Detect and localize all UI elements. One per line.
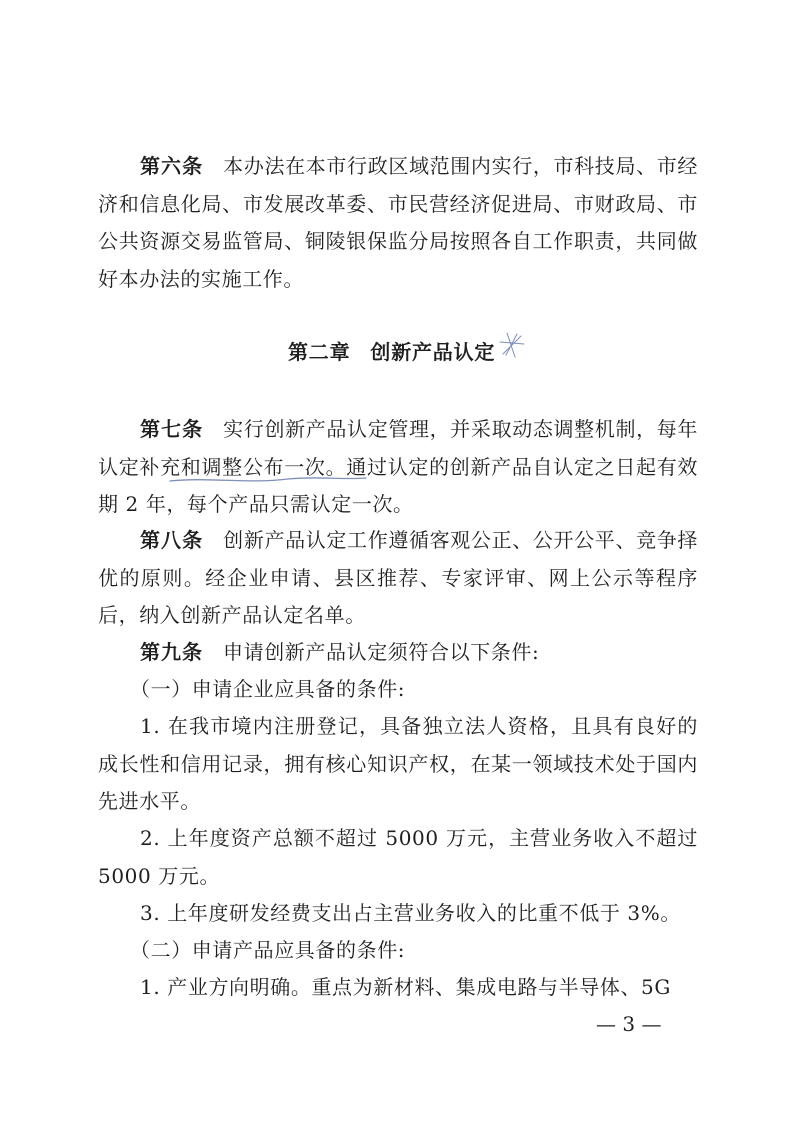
section-1-item-3: 3. 上年度研发经费支出占主营业务收入的比重不低于 3%。 <box>140 901 681 925</box>
article-8-label: 第八条 <box>140 528 204 552</box>
handwritten-star-mark <box>497 330 527 360</box>
article-6-paragraph <box>98 148 698 298</box>
section-1-item-1: 1. 在我市境内注册登记，具备独立法人资格，且具有良好的成长性和信用记录，拥有核心知识产权，在某一领域技术处于国内先进水平。 <box>98 714 698 813</box>
section-2-item-1: 1. 产业方向明确。重点为新材料、集成电路与半导体、5G <box>140 975 671 999</box>
handwritten-underline-mark <box>168 472 368 486</box>
article-7-paragraph <box>98 411 698 524</box>
article-9-text: 申请创新产品认定须符合以下条件: <box>223 640 540 664</box>
section-1-heading: （一）申请企业应具备的条件: <box>130 677 406 701</box>
article-7-text: 实行创新产品认定管理，并采取动态调整机制，每年认定补充和调整公布一次。通过认定的创新产品自认定之日起有效期 2 年，每个产品只需认定一次。 <box>98 417 698 516</box>
article-6-text: 本办法在本市行政区域范围内实行，市科技局、市经济和信息化局、市发展改革委、市民营经济促进局、市财政局、市公共资源交易监管局、铜陵银保监分局按照各自工作职责，共同做好本办法的实施工作。 <box>98 154 698 291</box>
page-number: — 3 — <box>596 1012 662 1036</box>
section-1-item-2: 2. 上年度资产总额不超过 5000 万元，主营业务收入不超过 5000 万元。 <box>98 826 698 888</box>
chapter-heading <box>288 333 528 371</box>
article-7-label: 第七条 <box>140 417 204 441</box>
article-8-paragraph <box>98 522 698 635</box>
article-9-label: 第九条 <box>140 640 203 664</box>
article-6-label: 第六条 <box>140 154 204 178</box>
article-8-text: 创新产品认定工作遵循客观公正、公开公平、竞争择优的原则。经企业申请、县区推荐、专家评审、网上公示等程序后，纳入创新产品认定名单。 <box>98 528 698 627</box>
article-9-paragraph <box>98 634 698 672</box>
section-2-heading: （二）申请产品应具备的条件: <box>130 938 406 962</box>
chapter-number: 第二章 <box>288 340 351 364</box>
chapter-title: 创新产品认定 <box>370 340 496 364</box>
